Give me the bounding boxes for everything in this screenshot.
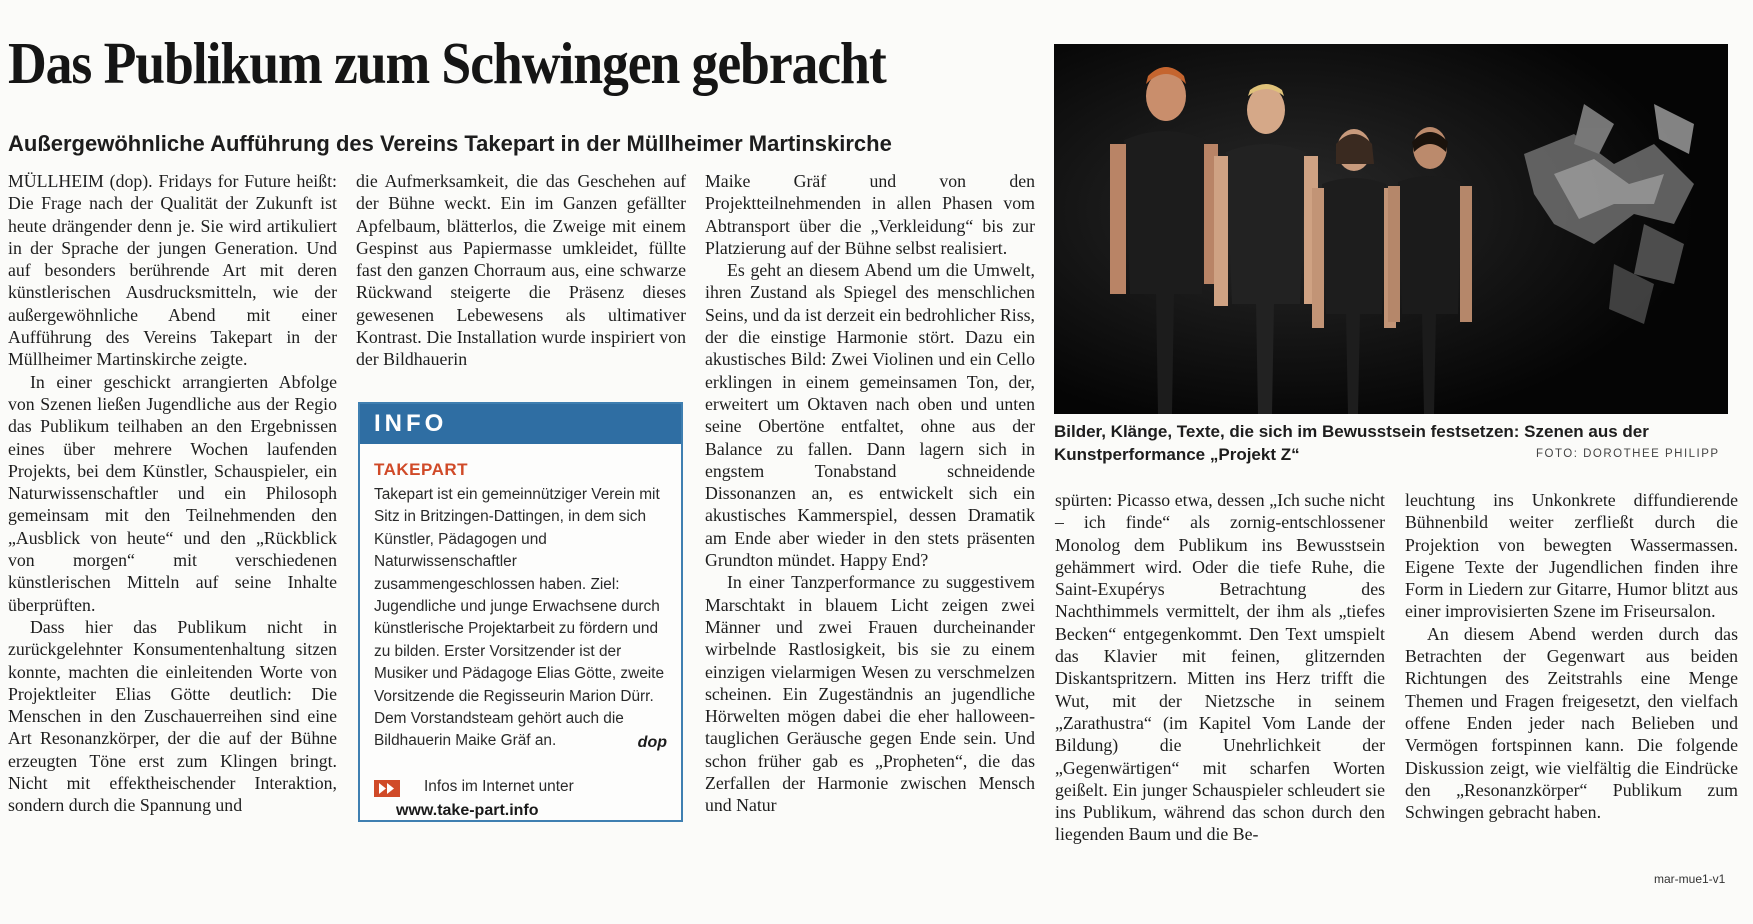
paragraph: die Aufmerksamkeit, die das Geschehen auf der Bühne weckt. Ein im Ganzen gefällter Apfelbaum, blätterlos, die Zweige mit einem Gespinst aus Papiermasse umkleidet, füllte fast den ganzen Chorraum aus, eine schwarze Rückwand steigerte die Präsenz dieses gewesenen Lebewesens als ultimativer Kontrast. Die Installation wurde inspiriert von der Bildhauerin xyxy=(356,171,686,370)
paragraph: An diesem Abend werden durch das Betrachten der Gegenwart aus beiden Richtungen des Zeitstrahls eine Menge Themen und Fragen freigesetzt, den vielfach offene Enden jeder nach Belieben und Vermögen fortspinnen kann. Die folgende Diskussion zeigt, wie vielfältig die Eindrücke den „Resonanzkörper“ Publikum zum Schwingen gebracht haben. xyxy=(1405,623,1738,823)
article-column-1 xyxy=(8,170,337,817)
paragraph: MÜLLHEIM (dop). Fridays for Future heißt: Die Frage nach der Qualität der Zukunft ist heute drängender denn je. Sie wird artikuliert in der Sprache der jungen Generation. Und auf besonders berührende Art mit deren künstlerischen Ausdrucksmitteln, wie der außergewöhnliche Abend mit einer Aufführung des Vereins Takepart in der Müllheimer Martinskirche zeigte. xyxy=(8,171,337,370)
info-box-header: INFO xyxy=(360,404,681,444)
info-box xyxy=(358,402,683,822)
paragraph: leuchtung ins Unkonkrete diffundierende Bühnenbild weiter zerfließt durch die Projektion von bewegten Wassermassen. Eigene Texte der Jugendlichen finden ihre Form in Liedern zur Gitarre, Humor blitzt aus einer improvisierten Szene im Friseursalon. xyxy=(1405,490,1738,622)
info-box-subheader: TAKEPART xyxy=(374,460,469,479)
headline: Das Publikum zum Schwingen gebracht xyxy=(8,30,886,96)
article-column-5 xyxy=(1405,489,1738,823)
performance-photo xyxy=(1054,44,1728,414)
author-signature: dop xyxy=(637,734,667,751)
article-column-2 xyxy=(356,170,686,371)
info-box-text: Takepart ist ein gemeinnütziger Verein mit Sitz in Britzingen-Dattingen, in dem sich Künstler, Pädagogen und Naturwissenschaftler zusammengeschlossen haben. Ziel: Jugendliche und junge Erwachsene durch künstlerische Projektarbeit zu fördern und zu bilden. Erster Vorsitzender ist der Musiker und Pädagoge Elias Götte, zweite Vorsitzende die Regisseurin Marion Dürr. Dem Vorstandsteam gehört auch die Bildhauerin Maike Gräf an. xyxy=(374,486,665,750)
photo-credit: FOTO: DOROTHEE PHILIPP xyxy=(1536,448,1720,460)
paragraph: In einer Tanzperformance zu suggestivem Marschtakt in blauem Licht zeigen zwei Männer und zwei Frauen durcheinander wirbelnde Rastlosigkeit, bis sie zu einem einzigen vielarmigen Wesen zu verschmelzen scheinen. Ein Zugeständnis an jugendliche Hörwelten mögen dabei die eher halloween-tauglichen Geräusche gegen Ende sein. Und schon früher gab es „Propheten“, die das Zerfallen der Harmonie zwischen Mensch und Natur xyxy=(705,572,1035,816)
article-column-4 xyxy=(1055,489,1385,846)
paragraph: Es geht an diesem Abend um die Umwelt, ihren Zustand als Spiegel des menschlichen Seins, und da ist derzeit ein bedrohlicher Riss, der die einstige Harmonie stört. Dazu ein akustisches Bild: Zwei Violinen und ein Cello erklingen in einem gemeinsamen Ton, der, erweitert um Oktaven nach oben und unten seine Obertöne entfaltet, ohne aus der Balance zu fallen. Dann lagern sich in engstem Tonabstand schneidende Dissonanzen an, es entwickelt sich ein akustisches Kammerspiel, dessen Dramatik am Ende aber wieder in den stets präsenten Grundton mündet. Happy End? xyxy=(705,260,1035,571)
subheadline: Außergewöhnliche Aufführung des Vereins Takepart in der Müllheimer Martinskirche xyxy=(8,131,892,156)
paragraph: In einer geschickt arrangierten Abfolge von Szenen ließen Jugendliche aus der Regio das Publikum teilhaben an den Ergebnissen eines über mehrere Wochen laufenden Projekts, bei dem Künstler, Schauspieler, ein Naturwissenschaftler und ein Philosoph gemeinsam mit den Teilnehmenden den „Ausblick von heute“ und den „Rückblick von morgen“ mit verschiedenen künstlerischen Mitteln auf seine Inhalte überprüften. xyxy=(8,371,337,615)
double-arrow-icon xyxy=(374,780,400,797)
paragraph: Maike Gräf und von den Projektteilnehmenden in allen Phasen vom Abtransport über die „Verkleidung“ bis zur Platzierung auf der Bühne selbst realisiert. xyxy=(705,171,1035,258)
info-link-url[interactable]: www.take-part.info xyxy=(396,802,539,819)
edition-code: mar-mue1-v1 xyxy=(1654,872,1726,886)
photo-caption: Bilder, Klänge, Texte, die sich im Bewusstsein festsetzen: Szenen aus der Kunstperformance „Projekt Z“ xyxy=(1054,422,1649,464)
paragraph: Dass hier das Publikum nicht in zurückgelehnter Konsumentenhaltung sitzen konnte, machten die einleitenden Worte von Projektleiter Elias Götte deutlich: Die Menschen in den Zuschauerreihen sind eine Art Resonanzkörper, der die auf der Bühne erzeugten Töne erst zum Klingen bringt. Nicht mit effektheischender Interaktion, sondern durch die Spannung und xyxy=(8,616,337,816)
info-link-label: Infos im Internet unter xyxy=(424,778,574,795)
article-column-3 xyxy=(705,170,1035,817)
paragraph: spürten: Picasso etwa, dessen „Ich suche nicht – ich finde“ als zornig-entschlossener Monolog dem Publikum ins Bewusstsein gehämmert wird. Oder die tiefe Ruhe, die Saint-Exupérys Betrachtung des Nachthimmels vermittelt, der ihm als „tiefes Becken“ entgegenkommt. Den Text umspielt das Klavier mit feinen, glitzernden Diskantspritzern. Mitten ins Herz trifft die Wut, mit der Nietzsche in seinem „Zarathustra“ (im Kapitel Vom Lande der Bildung) die Unehrlichkeit der „Gegenwärtigen“ mit scharfen Worten geißelt. Ein junger Schauspieler schleudert sie ins Publikum, während das schon durch den liegenden Baum und die Be- xyxy=(1055,490,1385,845)
